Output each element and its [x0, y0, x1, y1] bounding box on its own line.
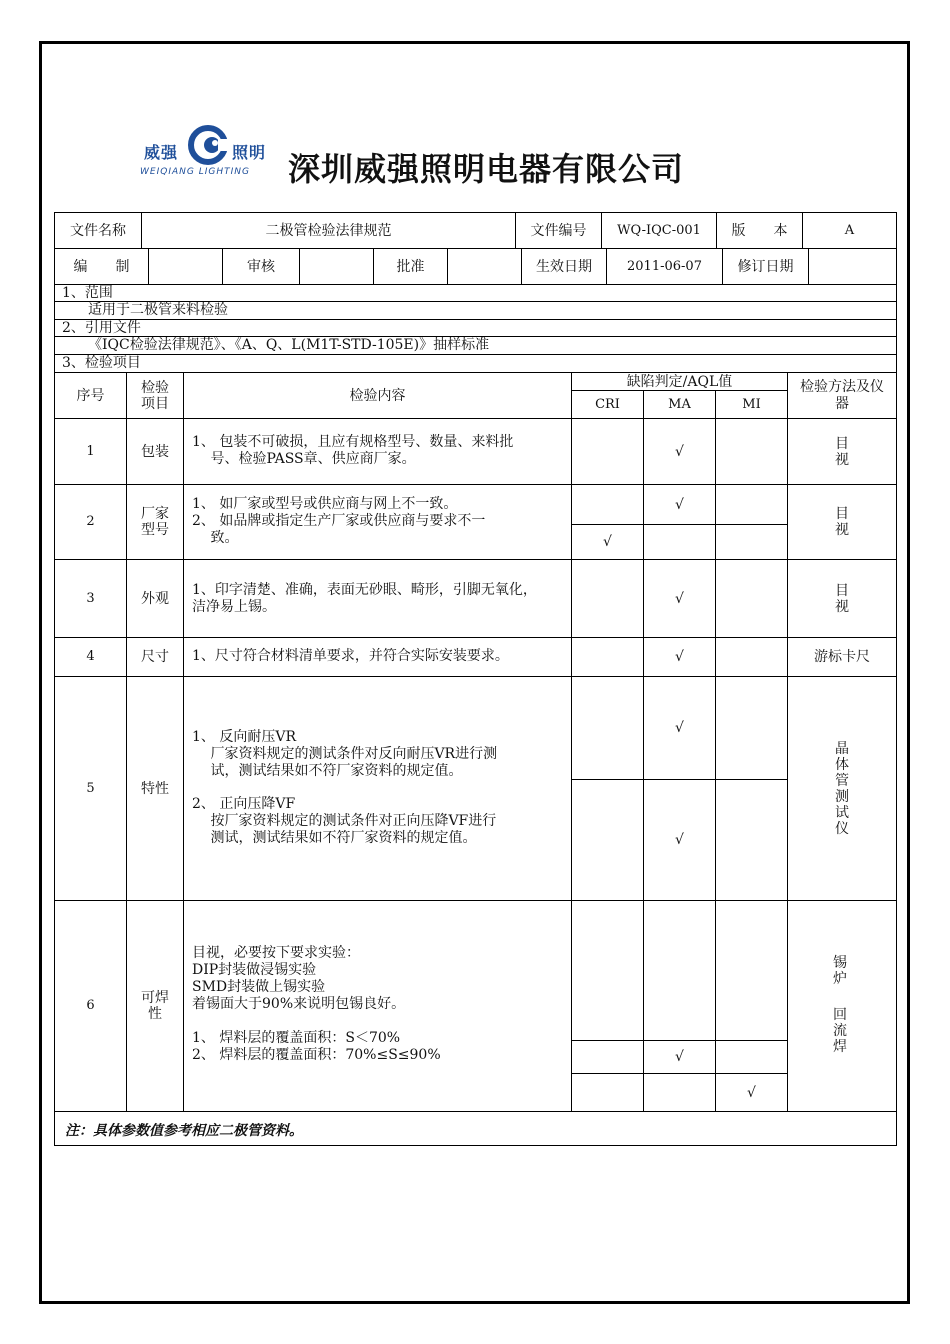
row-2-content-line-3: 致。 [192, 530, 239, 546]
col-cri-header: CRI [595, 396, 620, 412]
row-2-method [788, 485, 896, 559]
logo-emblem-icon [188, 125, 228, 165]
row-6-no: 6 [86, 998, 95, 1013]
col-item-header [127, 373, 183, 418]
effective-date-label: 生效日期 [536, 258, 592, 275]
row-1-ma-check: √ [675, 443, 684, 460]
revision-date-label: 修订日期 [737, 258, 794, 275]
col-method-header-text: 检验方法及仪器 [800, 378, 884, 412]
row-2-cri-check: √ [603, 534, 612, 550]
row-1-method [788, 419, 896, 484]
row-4-method: 游标卡尺 [814, 649, 870, 665]
row-4-no: 4 [86, 649, 95, 664]
row-5-content-line-5: 2、 正向压降VF [192, 796, 296, 812]
col-item-header-text: 检验项目 [141, 379, 169, 412]
row-2-ma-check: √ [675, 496, 684, 513]
row-4-item: 尺寸 [141, 649, 169, 665]
section-ref-title: 2、引用文件 [62, 320, 141, 336]
row-6-content-line-4: 着锡面大于90%来说明包锡良好。 [192, 996, 406, 1012]
row-5-ma-check-b: √ [675, 832, 684, 848]
row-6-content-line-3: SMD封装做上锡实验 [192, 979, 326, 995]
row-4-content-line-1: 1、尺寸符合材料清单要求，并符合实际安装要求。 [192, 648, 509, 664]
row-3-ma-check: √ [675, 590, 684, 607]
row-3-item: 外观 [141, 590, 169, 607]
col-aql-header: 缺陷判定/AQL值 [626, 373, 733, 390]
effective-date-value: 2011-06-07 [627, 258, 702, 274]
section-items-title: 3、检验项目 [62, 355, 141, 371]
file-name-value: 二极管检验法律规范 [265, 222, 392, 239]
col-ma-header: MA [668, 396, 691, 412]
row-6-mi-check: √ [747, 1084, 756, 1101]
row-5-method-text: 晶体管测试仪 [835, 740, 849, 837]
logo-english: WEIQIANG LIGHTING [140, 167, 250, 177]
company-logo [138, 122, 270, 178]
section-scope-title: 1、范围 [62, 285, 113, 301]
row-6-content-line-1: 目视，必要按下要求实验： [192, 945, 360, 961]
row-6-content-line-2: DIP封装做浸锡实验 [192, 962, 317, 978]
section-scope-text: 适用于二极管来料检验 [88, 302, 228, 318]
row-5-content-line-2: 厂家资料规定的测试条件对反向耐压VR进行测 [192, 746, 498, 762]
file-no-value: WQ-IQC-001 [617, 222, 701, 238]
row-1-content-line-1: 1、 包装不可破损，且应有规格型号、数量、来料批 [192, 434, 514, 450]
col-method-header [788, 373, 896, 418]
row-5-method [788, 677, 896, 900]
review-label: 审核 [247, 258, 275, 275]
row-2-item-text: 厂家型号 [141, 506, 169, 538]
version-value: A [844, 222, 855, 238]
row-1-method-text: 目视 [835, 435, 849, 468]
row-6-item-text: 可焊性 [141, 990, 169, 1022]
row-5-content-line-3: 试，测试结果如不符厂家资料的规定值。 [192, 763, 463, 779]
approve-label: 批准 [396, 258, 425, 275]
row-6-item [127, 901, 183, 1111]
prepared-label: 编 制 [73, 258, 130, 275]
row-2-item [127, 485, 183, 559]
row-2-method-text: 目视 [835, 506, 849, 538]
row-5-content-line-7: 测试，测试结果如不符厂家资料的规定值。 [192, 830, 477, 846]
file-name-label: 文件名称 [70, 222, 126, 239]
logo-text-left: 威强 [144, 143, 179, 162]
row-3-method-text: 目视 [835, 582, 849, 615]
logo-text-right: 照明 [232, 143, 267, 162]
row-6-ma-check: √ [675, 1049, 684, 1065]
file-no-label: 文件编号 [530, 222, 587, 239]
row-6-method-a: 锡炉 [833, 955, 847, 987]
row-6-content-line-7: 2、 焊料层的覆盖面积：70%≤S≤90% [192, 1047, 441, 1063]
col-mi-header: MI [742, 396, 761, 412]
row-1-item: 包装 [141, 443, 169, 460]
row-6-method [833, 955, 849, 1055]
row-3-method [788, 560, 896, 637]
row-3-no: 3 [86, 590, 95, 606]
row-2-content-line-1: 1、 如厂家或型号或供应商与网上不一致。 [192, 496, 458, 512]
col-content-header: 检验内容 [349, 387, 406, 404]
row-5-ma-check-a: √ [675, 720, 684, 736]
row-5-item: 特性 [141, 780, 169, 797]
company-name: 深圳威强照明电器有限公司 [288, 150, 685, 188]
row-2-no: 2 [86, 514, 95, 529]
row-5-content-line-6: 按厂家资料规定的测试条件对正向压降VF进行 [192, 813, 497, 829]
version-label: 版 本 [731, 222, 788, 239]
footer-note: 注：具体参数值参考相应二极管资料。 [65, 1123, 303, 1139]
row-4-ma-check: √ [675, 649, 684, 665]
col-no-header: 序号 [76, 387, 105, 404]
row-5-content-line-1: 1、 反向耐压VR [192, 729, 297, 745]
section-ref-text: 《IQC检验法律规范》、《A、Q、L(M1T-STD-105E)》抽样标准 [88, 337, 490, 353]
row-6-method-b: 回流焊 [833, 1007, 847, 1055]
row-3-content-line-2: 洁净易上锡。 [192, 599, 276, 615]
row-3-content-line-1: 1、印字清楚、准确，表面无砂眼、畸形，引脚无氧化， [192, 582, 537, 598]
row-6-content-line-6: 1、 焊料层的覆盖面积：S＜70% [192, 1030, 401, 1046]
row-1-content-line-2: 号、检验PASS章、供应商厂家。 [192, 451, 416, 467]
row-5-no: 5 [86, 780, 95, 796]
row-2-content-line-2: 2、 如品牌或指定生产厂家或供应商与要求不一 [192, 513, 486, 529]
row-1-no: 1 [86, 443, 95, 459]
